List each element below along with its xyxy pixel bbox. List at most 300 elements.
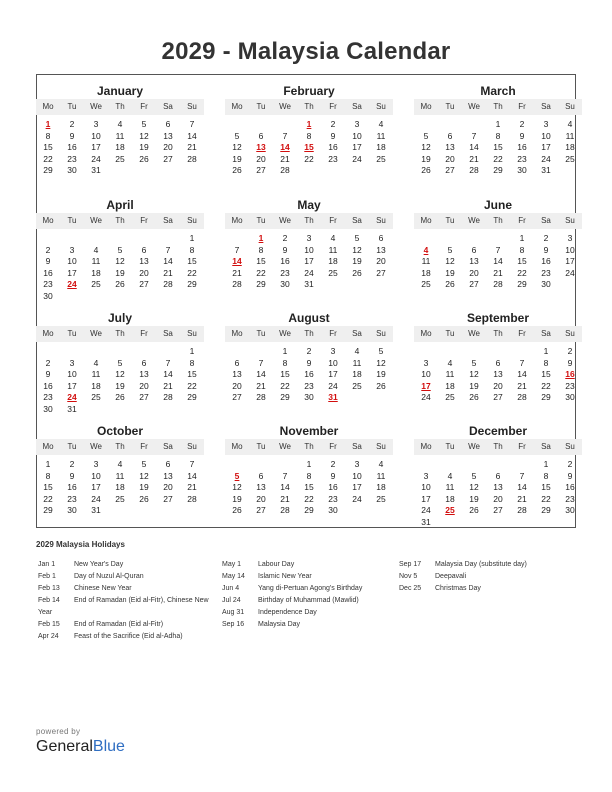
calendar-date: 29 (541, 392, 551, 402)
calendar-date: 14 (187, 130, 197, 141)
weekday-label: We (90, 102, 102, 111)
calendar-grid (36, 74, 576, 528)
calendar-date: 12 (469, 482, 479, 492)
weekday-label: We (90, 216, 102, 225)
calendar-date: 13 (376, 244, 386, 255)
calendar-date: 30 (67, 505, 77, 515)
calendar-date: 26 (139, 153, 149, 164)
calendar-date: 23 (517, 153, 527, 164)
calendar-date: 4 (378, 119, 384, 129)
calendar-date: 29 (280, 392, 290, 402)
weekday-label: Su (565, 442, 575, 451)
calendar-date: 24 (541, 153, 551, 164)
month-name: January (96, 84, 144, 98)
calendar-date: 31 (541, 165, 551, 175)
calendar-date: 13 (139, 256, 149, 266)
holiday-name: Day of Nuzul Al-Quran (74, 573, 144, 580)
calendar-date: 15 (280, 369, 290, 379)
calendar-date: 25 (328, 267, 338, 278)
calendar-date: 2 (306, 346, 312, 356)
calendar-date: 26 (232, 505, 242, 515)
calendar-date: 12 (139, 130, 149, 141)
calendar-date: 9 (519, 130, 525, 141)
calendar-date: 14 (163, 369, 173, 379)
holiday-item (222, 619, 392, 631)
calendar-date: 17 (91, 142, 101, 152)
calendar-date: 6 (165, 119, 171, 129)
calendar-date: 22 (517, 267, 527, 278)
weekday-label: Th (115, 329, 125, 338)
weekday-label: Fr (518, 442, 526, 451)
calendar-date: 20 (163, 482, 173, 492)
calendar-date: 29 (517, 279, 527, 289)
weekday-label: We (90, 329, 102, 338)
calendar-date: 18 (91, 380, 101, 391)
calendar-date: 7 (189, 119, 195, 129)
calendar-date: 4 (567, 119, 573, 129)
calendar-date: 4 (93, 244, 99, 255)
calendar-date: 29 (187, 279, 197, 289)
weekday-header (36, 439, 204, 455)
holiday-name: End of Ramadan (Eid al-Fitr) (74, 621, 164, 628)
calendar-date: 15 (43, 142, 53, 152)
weekday-label: Th (493, 329, 503, 338)
holiday-name: Deepavali (435, 573, 467, 580)
calendar-date: 13 (469, 256, 479, 266)
calendar-date: 20 (139, 380, 149, 391)
calendar-date: 19 (115, 380, 125, 391)
weekday-label: Su (187, 216, 197, 225)
month-name: February (283, 84, 335, 98)
weekday-label: Th (115, 216, 125, 225)
calendar-date: 13 (493, 369, 503, 379)
holiday-item (38, 571, 210, 583)
calendar-date: 1 (543, 459, 549, 469)
holiday-date: 17 (421, 380, 431, 391)
calendar-date: 11 (445, 482, 455, 492)
calendar-date: 23 (67, 493, 77, 504)
month-name: September (466, 311, 530, 325)
calendar-date: 30 (43, 290, 53, 301)
calendar-date: 8 (306, 470, 312, 481)
calendar-date: 18 (445, 380, 455, 391)
calendar-date: 8 (543, 357, 549, 368)
calendar-date: 30 (328, 505, 338, 515)
weekday-label: Sa (352, 102, 362, 111)
weekday-label: Su (376, 442, 386, 451)
calendar-date: 15 (517, 256, 527, 266)
holiday-item (222, 571, 392, 583)
holiday-name: Islamic New Year (258, 573, 312, 580)
calendar-date: 17 (328, 369, 338, 379)
calendar-date: 26 (445, 279, 455, 289)
calendar-date: 5 (471, 357, 477, 368)
calendar-date: 23 (565, 493, 575, 504)
weekday-label: Sa (541, 216, 551, 225)
weekday-label: Su (565, 329, 575, 338)
calendar-date: 28 (232, 279, 242, 289)
calendar-date: 31 (91, 505, 101, 515)
holiday-date-label: Aug 31 (222, 609, 245, 616)
calendar-date: 15 (187, 369, 197, 379)
calendar-date: 29 (187, 392, 197, 402)
calendar-date: 18 (352, 369, 362, 379)
calendar-date: 12 (115, 369, 125, 379)
holiday-date: 4 (423, 244, 429, 255)
calendar-date: 22 (493, 153, 503, 164)
calendar-date: 6 (447, 130, 453, 141)
calendar-date: 6 (141, 244, 147, 255)
calendar-date: 10 (565, 244, 575, 255)
weekday-label: Th (304, 442, 314, 451)
calendar-date: 3 (306, 233, 312, 243)
holiday-name: Malaysia Day (258, 621, 301, 628)
calendar-date: 28 (187, 153, 197, 164)
calendar-date: 17 (352, 482, 362, 492)
calendar-date: 7 (234, 244, 240, 255)
holiday-date: 14 (232, 256, 242, 266)
month-name: December (468, 424, 528, 438)
calendar-date: 27 (163, 493, 173, 504)
calendar-date: 7 (282, 130, 288, 141)
calendar-date: 7 (282, 470, 288, 481)
holiday-item (38, 559, 210, 571)
weekday-label: We (90, 442, 102, 451)
calendar-date: 5 (141, 459, 147, 469)
weekday-label: Tu (256, 442, 266, 451)
calendar-date: 13 (163, 470, 173, 481)
calendar-date: 6 (378, 233, 384, 243)
calendar-date: 12 (445, 256, 455, 266)
calendar-date: 22 (280, 380, 290, 391)
calendar-date: 21 (187, 142, 197, 152)
calendar-date: 8 (282, 357, 288, 368)
calendar-date: 25 (376, 493, 386, 504)
weekday-label: Tu (445, 216, 455, 225)
calendar-date: 25 (565, 153, 575, 164)
calendar-date: 3 (354, 459, 360, 469)
holiday-date-label: Feb 14 (38, 597, 60, 604)
calendar-date: 2 (330, 459, 336, 469)
calendar-date: 16 (67, 482, 77, 492)
calendar-date: 19 (232, 153, 242, 164)
calendar-date: 10 (91, 470, 101, 481)
calendar-date: 6 (495, 357, 501, 368)
calendar-date: 23 (328, 493, 338, 504)
calendar-date: 5 (234, 130, 240, 141)
calendar-date: 4 (117, 119, 123, 129)
calendar-date: 7 (258, 357, 264, 368)
holiday-date: 16 (565, 369, 575, 379)
holiday-date-label: Jul 24 (222, 597, 241, 604)
calendar-date: 10 (352, 470, 362, 481)
holiday-date-label: Sep 16 (222, 621, 245, 628)
calendar-date: 17 (91, 482, 101, 492)
holiday-column (222, 559, 392, 631)
calendar-date: 12 (115, 256, 125, 266)
weekday-label: Fr (518, 329, 526, 338)
weekday-label: Th (493, 216, 503, 225)
weekday-label: We (468, 102, 480, 111)
calendar-date: 2 (69, 459, 75, 469)
calendar-date: 18 (328, 256, 338, 266)
weekday-label: Sa (352, 216, 362, 225)
calendar-date: 11 (445, 369, 455, 379)
calendar-date: 18 (91, 267, 101, 278)
calendar-date: 31 (67, 403, 77, 414)
weekday-label: Th (304, 102, 314, 111)
weekday-label: Sa (352, 329, 362, 338)
calendar-date: 30 (43, 403, 53, 414)
calendar-date: 28 (187, 493, 197, 504)
holiday-date: 24 (67, 392, 77, 402)
weekday-label: Sa (163, 102, 173, 111)
weekday-label: Th (304, 329, 314, 338)
calendar-date: 10 (304, 244, 314, 255)
calendar-date: 5 (447, 244, 453, 255)
calendar-date: 20 (376, 256, 386, 266)
calendar-date: 14 (517, 369, 527, 379)
calendar-date: 27 (469, 279, 479, 289)
calendar-date: 28 (163, 279, 173, 289)
holiday-item (222, 595, 392, 607)
calendar-date: 8 (258, 244, 264, 255)
calendar-date: 11 (352, 357, 362, 368)
calendar-date: 3 (423, 357, 429, 368)
holiday-name: Labour Day (258, 561, 295, 568)
calendar-date: 1 (45, 459, 51, 469)
calendar-date: 20 (232, 380, 242, 391)
weekday-header (414, 326, 582, 342)
calendar-date: 29 (304, 505, 314, 515)
calendar-date: 16 (565, 482, 575, 492)
calendar-date: 22 (541, 493, 551, 504)
weekday-label: We (468, 329, 480, 338)
calendar-date: 16 (328, 142, 338, 152)
weekday-label: Mo (420, 329, 432, 338)
calendar-date: 4 (117, 459, 123, 469)
calendar-date: 21 (517, 380, 527, 391)
calendar-date: 19 (115, 267, 125, 278)
calendar-date: 2 (45, 357, 51, 368)
holiday-item (222, 559, 392, 571)
calendar-date: 31 (304, 279, 314, 289)
calendar-date: 4 (330, 233, 336, 243)
weekday-header (414, 439, 582, 455)
calendar-date: 29 (43, 165, 53, 175)
calendar-date: 15 (541, 369, 551, 379)
weekday-label: Th (115, 442, 125, 451)
calendar-date: 24 (352, 153, 362, 164)
month-name: July (107, 311, 132, 325)
weekday-header (225, 439, 393, 455)
calendar-date: 18 (421, 267, 431, 278)
calendar-date: 1 (519, 233, 525, 243)
weekday-header (36, 326, 204, 342)
weekday-label: Su (187, 329, 197, 338)
calendar-date: 20 (256, 153, 266, 164)
holiday-name: Birthday of Muhammad (Mawlid) (258, 597, 359, 604)
holiday-date: 25 (445, 505, 455, 515)
calendar-date: 20 (163, 142, 173, 152)
calendar-date: 23 (541, 267, 551, 278)
calendar-date: 26 (352, 267, 362, 278)
calendar-date: 13 (445, 142, 455, 152)
calendar-date: 12 (139, 470, 149, 481)
calendar-date: 10 (421, 369, 431, 379)
calendar-date: 27 (232, 392, 242, 402)
holiday-date: 13 (256, 142, 266, 152)
holiday-date-label: Sep 17 (399, 561, 422, 568)
holiday-date-label: Apr 24 (38, 633, 59, 640)
calendar-date: 3 (330, 346, 336, 356)
calendar-date: 9 (69, 130, 75, 141)
holiday-date-label: May 1 (222, 561, 242, 568)
calendar-date: 18 (376, 142, 386, 152)
calendar-date: 28 (280, 505, 290, 515)
weekday-label: Su (187, 442, 197, 451)
calendar-date: 27 (139, 392, 149, 402)
calendar-date: 27 (493, 392, 503, 402)
month-name: March (480, 84, 516, 98)
weekday-label: Fr (140, 216, 148, 225)
calendar-date: 7 (495, 244, 501, 255)
calendar-date: 16 (67, 142, 77, 152)
weekday-label: Tu (67, 216, 77, 225)
calendar-date: 2 (519, 119, 525, 129)
calendar-date: 24 (352, 493, 362, 504)
weekday-label: Tu (445, 329, 455, 338)
weekday-label: Mo (420, 216, 432, 225)
calendar-date: 18 (565, 142, 575, 152)
weekday-label: We (279, 216, 291, 225)
weekday-label: Fr (140, 329, 148, 338)
calendar-date: 10 (352, 130, 362, 141)
weekday-label: Sa (163, 329, 173, 338)
weekday-header (414, 99, 582, 115)
calendar-date: 15 (541, 482, 551, 492)
calendar-date: 19 (445, 267, 455, 278)
holiday-name: New Year's Day (74, 561, 124, 568)
weekday-label: Mo (42, 102, 54, 111)
calendar-date: 5 (378, 346, 384, 356)
calendar-date: 1 (306, 459, 312, 469)
calendar-date: 25 (421, 279, 431, 289)
calendar-date: 12 (376, 357, 386, 368)
weekday-label: Sa (541, 329, 551, 338)
calendar-date: 4 (447, 357, 453, 368)
weekday-label: Fr (140, 442, 148, 451)
calendar-date: 26 (115, 392, 125, 402)
calendar-date: 13 (493, 482, 503, 492)
holiday-name: Independence Day (258, 609, 317, 616)
calendar-date: 26 (139, 493, 149, 504)
weekday-label: Fr (329, 216, 337, 225)
calendar-date: 13 (139, 369, 149, 379)
weekday-label: Mo (231, 442, 243, 451)
calendar-date: 10 (67, 256, 77, 266)
calendar-date: 24 (91, 153, 101, 164)
calendar-date: 19 (232, 493, 242, 504)
weekday-label: Tu (256, 216, 266, 225)
calendar-date: 10 (421, 482, 431, 492)
calendar-date: 30 (565, 505, 575, 515)
calendar-date: 24 (304, 267, 314, 278)
calendar-date: 13 (232, 369, 242, 379)
calendar-date: 3 (543, 119, 549, 129)
calendar-date: 26 (469, 505, 479, 515)
calendar-date: 5 (117, 357, 123, 368)
month-name: June (483, 198, 512, 212)
holiday-date: 1 (45, 119, 51, 129)
holiday-date: 1 (258, 233, 264, 243)
calendar-date: 6 (141, 357, 147, 368)
weekday-label: Tu (256, 329, 266, 338)
holiday-column (399, 559, 569, 595)
calendar-date: 3 (93, 119, 99, 129)
calendar-date: 21 (469, 153, 479, 164)
calendar-date: 10 (91, 130, 101, 141)
weekday-label: We (279, 102, 291, 111)
calendar-date: 24 (328, 380, 338, 391)
holiday-date: 24 (67, 279, 77, 289)
weekday-label: Fr (140, 102, 148, 111)
calendar-date: 22 (541, 380, 551, 391)
calendar-date: 23 (565, 380, 575, 391)
holiday-date-label: Feb 1 (38, 573, 56, 580)
calendar-date: 26 (115, 279, 125, 289)
calendar-date: 2 (567, 459, 573, 469)
calendar-date: 14 (493, 256, 503, 266)
calendar-date: 25 (115, 493, 125, 504)
calendar-date: 29 (256, 279, 266, 289)
calendar-date: 26 (376, 380, 386, 391)
calendar-date: 25 (352, 380, 362, 391)
calendar-date: 11 (328, 244, 338, 255)
calendar-date: 2 (69, 119, 75, 129)
calendar-date: 17 (421, 493, 431, 504)
weekday-label: Tu (256, 102, 266, 111)
calendar-date: 28 (256, 392, 266, 402)
calendar-date: 3 (93, 459, 99, 469)
holiday-item (399, 559, 569, 571)
month-name: April (106, 198, 134, 212)
calendar-date: 1 (189, 346, 195, 356)
calendar-date: 21 (280, 153, 290, 164)
calendar-date: 25 (91, 392, 101, 402)
calendar-date: 4 (93, 357, 99, 368)
calendar-date: 17 (67, 267, 77, 278)
holidays-heading: 2029 Malaysia Holidays (36, 540, 125, 549)
brand-logo[interactable] (36, 738, 125, 756)
holiday-date-label: Feb 13 (38, 585, 60, 592)
holiday-item (222, 583, 392, 595)
holiday-date: 15 (304, 142, 314, 152)
calendar-date: 10 (541, 130, 551, 141)
weekday-label: Th (493, 102, 503, 111)
weekday-label: Su (376, 329, 386, 338)
calendar-date: 30 (541, 279, 551, 289)
calendar-date: 14 (187, 470, 197, 481)
calendar-date: 14 (517, 482, 527, 492)
month-may (225, 189, 393, 297)
calendar-date: 12 (421, 142, 431, 152)
holiday-date-label: Nov 5 (399, 573, 418, 580)
calendar-date: 9 (330, 470, 336, 481)
holiday-item (38, 595, 210, 619)
holiday-item (222, 607, 392, 619)
holiday-date-label: Jun 4 (222, 585, 240, 592)
